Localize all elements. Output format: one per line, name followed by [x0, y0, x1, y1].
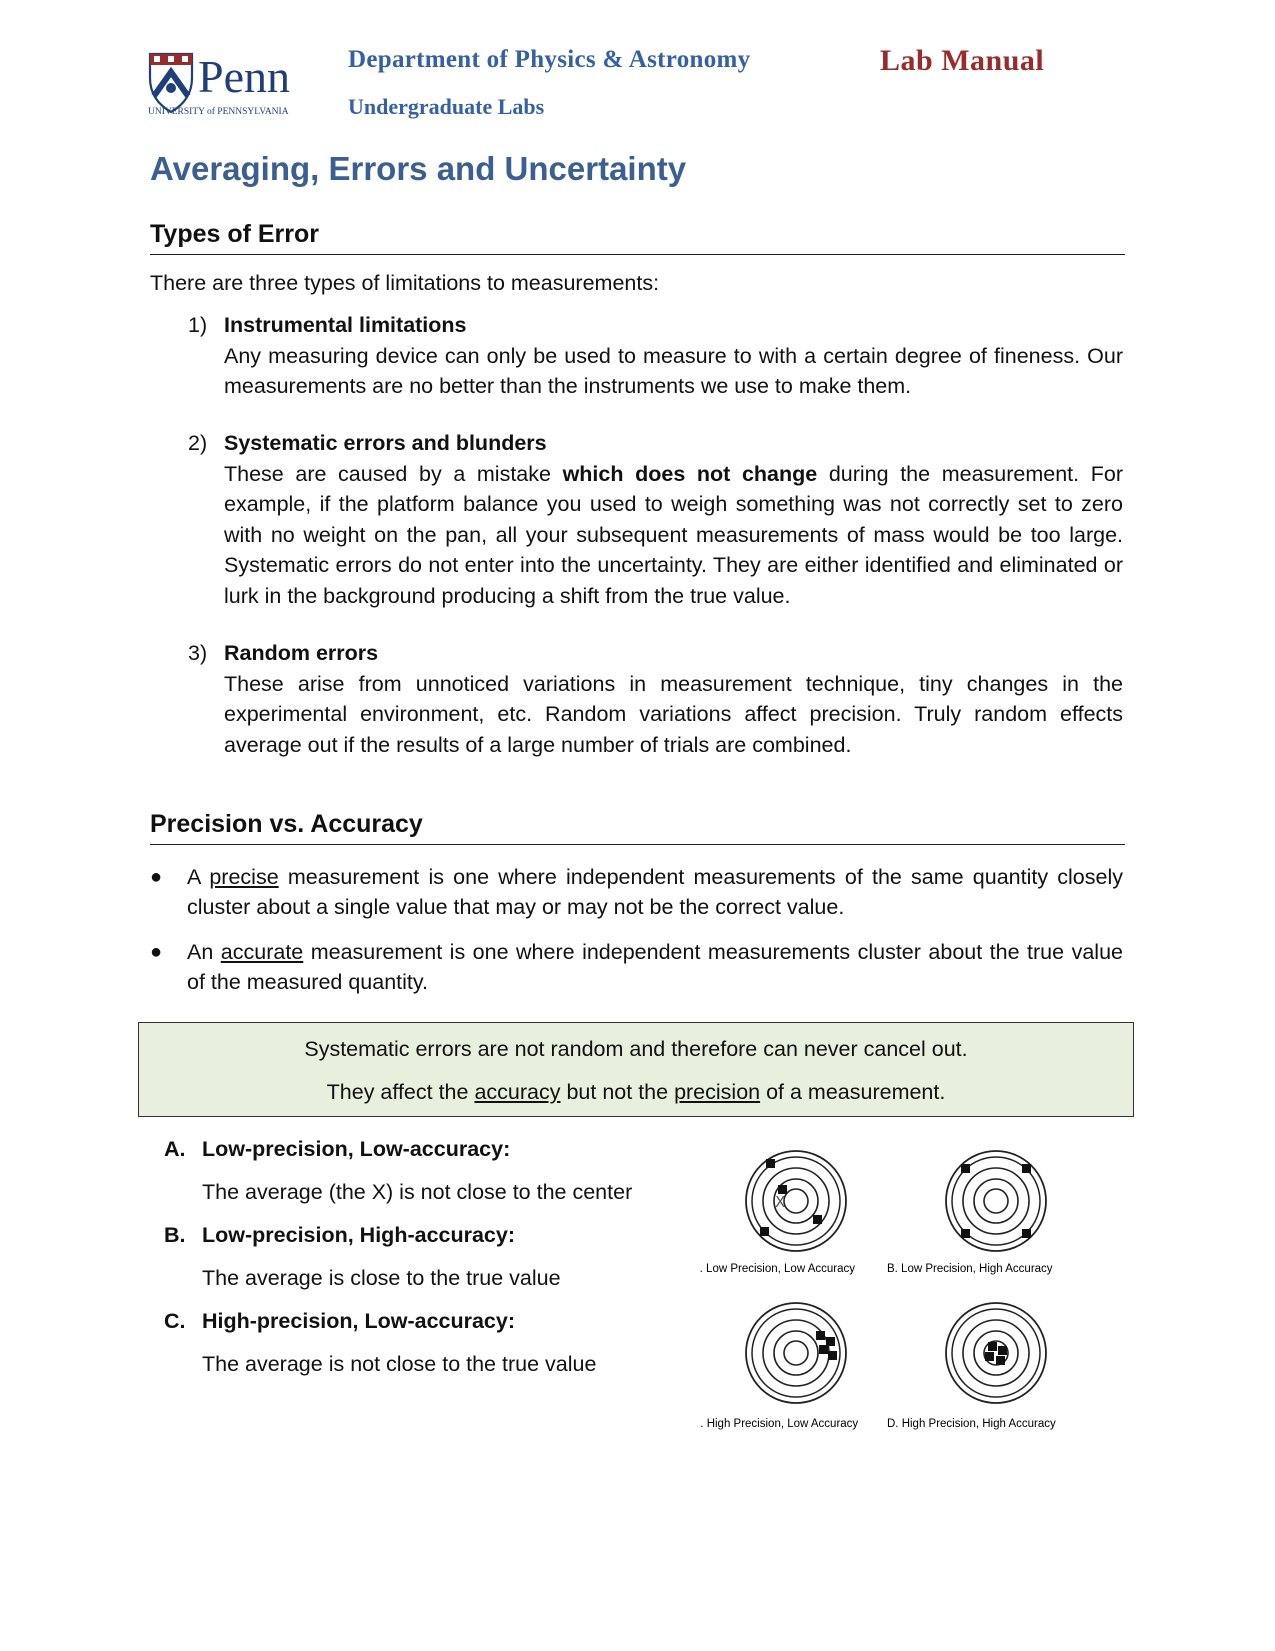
- undergraduate-labs: Undergraduate Labs: [348, 94, 545, 119]
- bullet-text: measurement is one where independent measurements of the same quantity closely cluster about a single value that may or may not be the correct value.: [187, 865, 1123, 919]
- callout-precision: precision: [674, 1080, 761, 1104]
- case-heading: Low-precision, High-accuracy:: [202, 1223, 516, 1247]
- page-title: Averaging, Errors and Uncertainty: [150, 150, 687, 187]
- target-a: [746, 1151, 846, 1251]
- lab-manual-label: Lab Manual: [880, 44, 1045, 77]
- types-intro: There are three types of limitations to measurements:: [150, 271, 660, 295]
- case-description: The average (the X) is not close to the center: [202, 1180, 633, 1204]
- error-item-2: [188, 428, 1123, 611]
- target-c-label: C. High Precision, Low Accuracy: [700, 1418, 859, 1430]
- error-item-1: [188, 310, 1123, 402]
- case-letter: B.: [164, 1223, 186, 1247]
- precision-accuracy-targets: [700, 1145, 1100, 1435]
- item-number: 2): [188, 431, 208, 455]
- item-text-bold: which does not change: [562, 461, 818, 486]
- targets-figure: [700, 1145, 1100, 1435]
- case-heading: Low-precision, Low-accuracy:: [202, 1137, 511, 1161]
- item-heading: Instrumental limitations: [224, 313, 467, 337]
- callout-text: of a measurement.: [760, 1080, 946, 1104]
- item-text-after: during the measurement. For example, if the platform balance you used to weigh something was not correctly set to zero with no weight on the pan, all your subsequent measurements of mass would be too large. Systematic errors do not enter into the uncertainty. They are either identified and eliminated or lurk in the background producing a shift from the true value.: [224, 461, 1123, 608]
- bullet-precise: [150, 862, 1123, 922]
- precision-accuracy-heading: Precision vs. Accuracy: [150, 810, 1125, 845]
- item-heading: Random errors: [224, 641, 379, 665]
- callout-line-2: [139, 1080, 1133, 1105]
- penn-shield-icon: [150, 54, 192, 112]
- target-d-label: D. High Precision, High Accuracy: [887, 1418, 1056, 1430]
- case-b: [164, 1223, 684, 1291]
- target-b: [946, 1151, 1046, 1251]
- case-heading: High-precision, Low-accuracy:: [202, 1309, 516, 1333]
- term-accurate: accurate: [220, 940, 304, 964]
- case-description: The average is not close to the true value: [202, 1352, 597, 1376]
- case-a: [164, 1137, 684, 1205]
- callout-line-1: Systematic errors are not random and therefore can never cancel out.: [304, 1037, 968, 1061]
- bullet-dot-icon: ●: [150, 866, 163, 888]
- case-c: [164, 1309, 684, 1377]
- item-number: 3): [188, 641, 208, 665]
- case-description: The average is close to the true value: [202, 1266, 561, 1290]
- bullet-text: An: [187, 940, 221, 964]
- department-name: Department of Physics & Astronomy: [348, 46, 751, 73]
- types-of-error-heading: Types of Error: [150, 220, 1125, 255]
- error-item-3: [188, 638, 1123, 760]
- penn-logo: [148, 52, 338, 116]
- item-text-before: These are caused by a mistake: [224, 461, 563, 486]
- bullet-text: measurement is one where independent measurements cluster about the true value of the measured quantity.: [187, 940, 1123, 994]
- target-b-label: B. Low Precision, High Accuracy: [887, 1263, 1053, 1275]
- item-number: 1): [188, 313, 208, 337]
- bullet-accurate: [150, 937, 1123, 997]
- case-letter: A.: [164, 1137, 186, 1161]
- target-d: [946, 1303, 1046, 1403]
- logo-word: Penn: [198, 52, 290, 102]
- target-a-label: A. Low Precision, Low Accuracy: [700, 1263, 855, 1275]
- average-x-mark: X: [775, 1193, 786, 1211]
- item-heading: Systematic errors and blunders: [224, 431, 547, 455]
- callout-text: but not the: [560, 1080, 675, 1104]
- systematic-errors-callout: [138, 1022, 1134, 1117]
- bullet-text: A: [187, 865, 210, 889]
- item-text: These arise from unnoticed variations in measurement technique, tiny changes in the experimental environment, etc. Random variations affect precision. Truly random effects average out if the results of a large number of trials are combined.: [224, 671, 1123, 757]
- callout-accuracy: accuracy: [474, 1080, 561, 1104]
- callout-text: They affect the: [326, 1080, 475, 1104]
- term-precise: precise: [209, 865, 279, 889]
- case-letter: C.: [164, 1309, 186, 1333]
- target-c: [746, 1303, 846, 1403]
- logo-subtitle: UNIVERSITY of PENNSYLVANIA: [148, 107, 289, 116]
- item-text: Any measuring device can only be used to measure to with a certain degree of fineness. Our measurements are no better than the instruments we use to make them.: [224, 343, 1123, 398]
- bullet-dot-icon: ●: [150, 941, 163, 963]
